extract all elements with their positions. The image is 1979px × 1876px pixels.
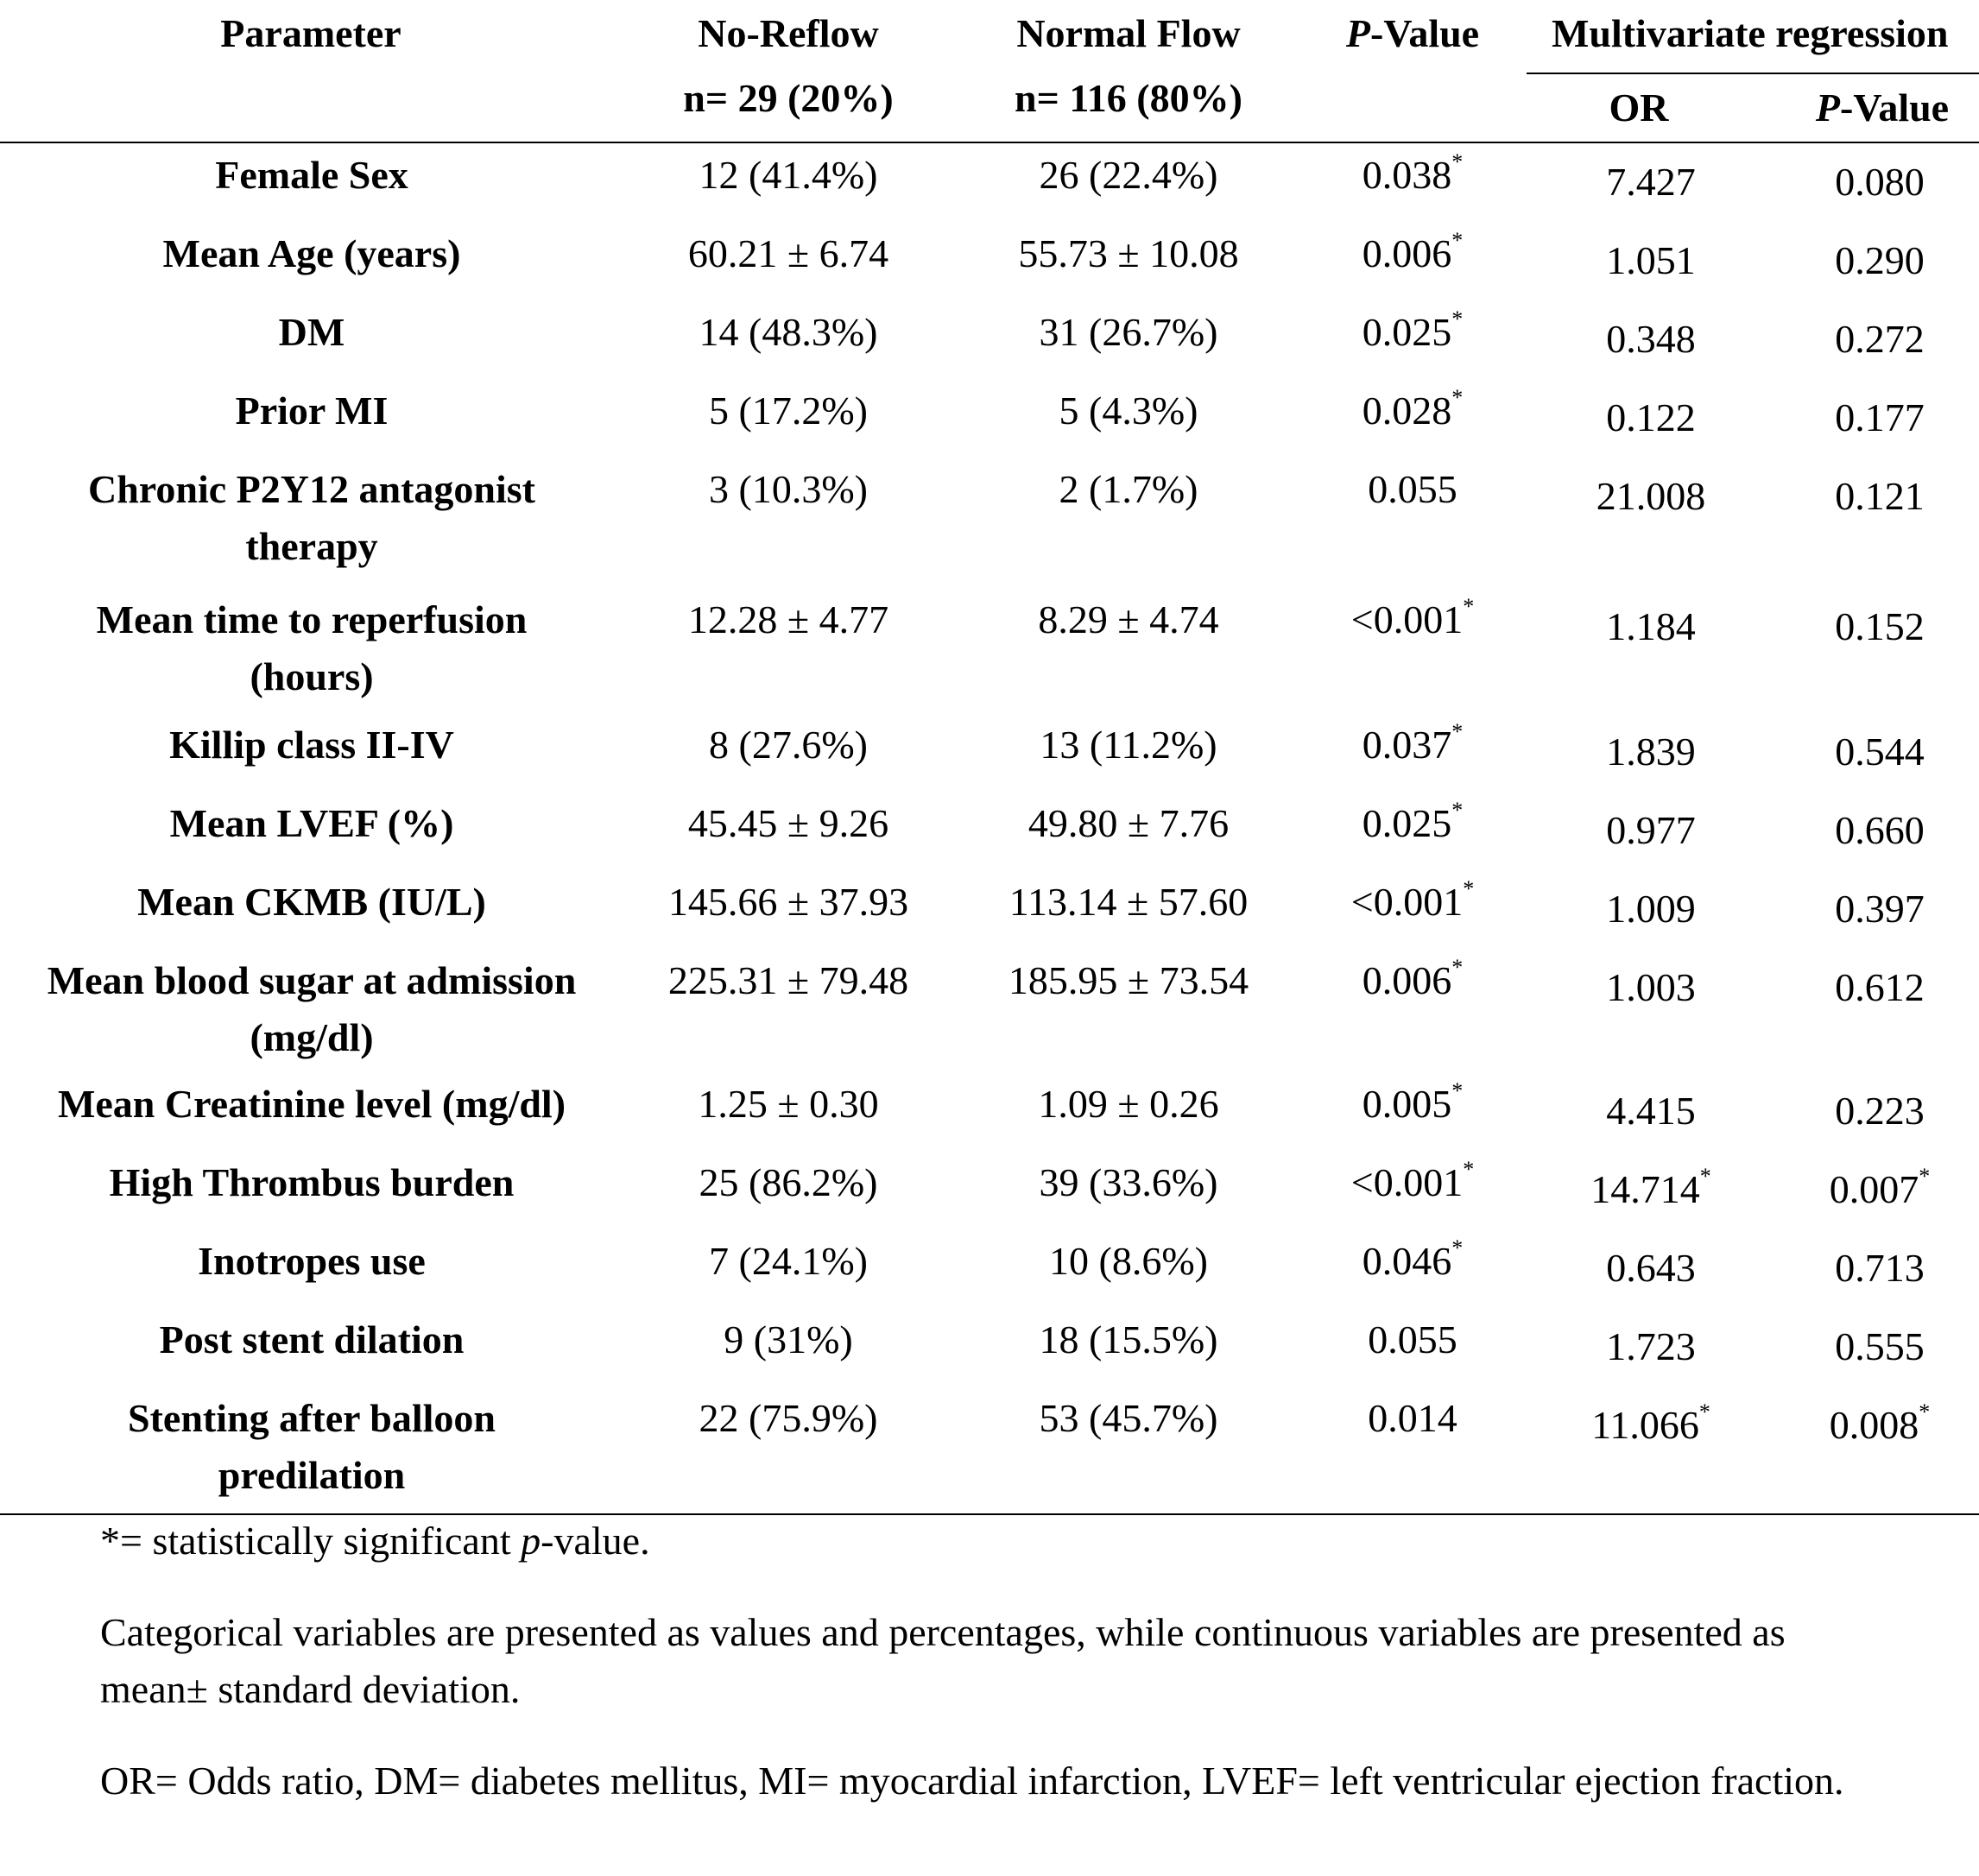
p-value-cell [1304, 949, 1521, 1072]
odds-ratio-cell [1521, 1386, 1780, 1504]
p-value-cell [1304, 300, 1521, 379]
header-no-reflow: No-Reflow [698, 11, 879, 55]
parameter-cell [0, 588, 623, 713]
p-value-cell [1304, 588, 1521, 713]
header-or: OR [1609, 85, 1669, 129]
table-row [0, 713, 1979, 792]
odds-ratio-cell [1521, 1151, 1780, 1229]
parameter-label: Chronic P2Y12 antagonist [88, 467, 535, 511]
parameter-cell [0, 713, 623, 792]
table-row [0, 1308, 1979, 1386]
mv-p-value-value: 0.080 [1835, 160, 1925, 204]
no-reflow-cell [623, 222, 953, 300]
table-row [0, 1229, 1979, 1308]
normal-flow-cell [953, 870, 1304, 949]
parameter-label: Inotropes use [198, 1239, 426, 1283]
odds-ratio-value: 14.714 [1590, 1167, 1700, 1211]
parameter-cell [0, 1308, 623, 1386]
header-no-reflow-n: n= 29 (20%) [683, 76, 894, 120]
significance-marker: * [1451, 1235, 1464, 1260]
normal-flow-cell [953, 1229, 1304, 1308]
significance-marker: * [1451, 149, 1464, 174]
normal-flow-value: 18 (15.5%) [1039, 1317, 1218, 1361]
no-reflow-value: 25 (86.2%) [699, 1160, 878, 1204]
odds-ratio-cell [1521, 1308, 1780, 1386]
odds-ratio-value: 7.427 [1606, 160, 1696, 204]
table-row [0, 1151, 1979, 1229]
mv-p-value-cell [1780, 222, 1979, 300]
normal-flow-value: 8.29 ± 4.74 [1038, 597, 1219, 641]
no-reflow-cell [623, 588, 953, 713]
mv-p-value-cell [1780, 1072, 1979, 1151]
parameter-label: High Thrombus burden [109, 1160, 515, 1204]
parameter-label: Mean Age (years) [162, 231, 461, 275]
table-notes [100, 1513, 1879, 1844]
table-body [0, 143, 1979, 1504]
odds-ratio-cell [1521, 588, 1780, 713]
odds-ratio-value: 1.051 [1606, 238, 1696, 282]
parameter-label: Mean CKMB (IU/L) [137, 880, 486, 924]
p-value-cell [1304, 222, 1521, 300]
p-value-cell [1304, 870, 1521, 949]
significance-marker: * [1463, 876, 1475, 901]
normal-flow-value: 185.95 ± 73.54 [1008, 958, 1249, 1002]
mv-p-value-value: 0.152 [1835, 604, 1925, 648]
parameter-cell [0, 1072, 623, 1151]
mv-p-value-cell [1780, 143, 1979, 222]
odds-ratio-value: 11.066 [1591, 1403, 1699, 1447]
header-mv-p-italic: P [1815, 85, 1840, 129]
mv-p-value-value: 0.008 [1829, 1403, 1919, 1447]
odds-ratio-value: 1.003 [1606, 965, 1696, 1009]
normal-flow-cell [953, 379, 1304, 458]
significance-marker: * [1451, 306, 1464, 332]
normal-flow-value: 10 (8.6%) [1049, 1239, 1208, 1283]
no-reflow-value: 3 (10.3%) [709, 467, 868, 511]
significance-marker: * [1451, 1078, 1464, 1103]
mv-p-value-value: 0.177 [1835, 395, 1925, 439]
p-value-value: <0.001 [1350, 880, 1464, 924]
parameter-label: Killip class II-IV [169, 723, 454, 767]
mv-p-value-cell [1780, 1308, 1979, 1386]
normal-flow-cell [953, 1072, 1304, 1151]
odds-ratio-value: 1.184 [1606, 604, 1696, 648]
normal-flow-value: 55.73 ± 10.08 [1018, 231, 1239, 275]
header-multivariate: Multivariate regression [1552, 11, 1949, 55]
no-reflow-value: 145.66 ± 37.93 [667, 880, 909, 924]
parameter-label: Mean LVEF (%) [169, 801, 454, 845]
mv-p-value-value: 0.121 [1835, 474, 1925, 518]
odds-ratio-cell [1521, 379, 1780, 458]
odds-ratio-value: 0.122 [1606, 395, 1696, 439]
table-row [0, 870, 1979, 949]
p-value-value: <0.001 [1350, 597, 1464, 641]
no-reflow-cell [623, 1308, 953, 1386]
p-value-cell [1304, 713, 1521, 792]
odds-ratio-value: 0.348 [1606, 317, 1696, 361]
no-reflow-value: 5 (17.2%) [709, 388, 868, 433]
parameter-cell [0, 1151, 623, 1229]
table-row [0, 1072, 1979, 1151]
odds-ratio-value: 1.009 [1606, 887, 1696, 931]
parameter-label: Female Sex [215, 153, 408, 197]
header-p-value-italic: P [1345, 11, 1370, 55]
parameter-cell [0, 143, 623, 222]
no-reflow-cell [623, 1229, 953, 1308]
mv-p-value-cell [1780, 713, 1979, 792]
normal-flow-cell [953, 949, 1304, 1072]
no-reflow-value: 12.28 ± 4.77 [687, 597, 889, 641]
odds-ratio-cell [1521, 300, 1780, 379]
mv-p-value-cell [1780, 379, 1979, 458]
p-value-value: 0.025 [1362, 801, 1452, 845]
no-reflow-value: 9 (31%) [724, 1317, 853, 1361]
normal-flow-cell [953, 713, 1304, 792]
significance-marker: * [1698, 1399, 1710, 1424]
odds-ratio-cell [1521, 792, 1780, 870]
odds-ratio-value: 1.839 [1606, 730, 1696, 774]
significance-marker: * [1451, 228, 1464, 253]
significance-marker: * [1699, 1164, 1711, 1189]
header-normal-flow-n: n= 116 (80%) [1015, 76, 1242, 120]
parameter-cell [0, 870, 623, 949]
normal-flow-cell [953, 588, 1304, 713]
header-mv-p-value [1815, 85, 1950, 129]
no-reflow-value: 60.21 ± 6.74 [687, 231, 889, 275]
no-reflow-cell [623, 1386, 953, 1504]
no-reflow-value: 12 (41.4%) [699, 153, 878, 197]
no-reflow-cell [623, 379, 953, 458]
no-reflow-cell [623, 792, 953, 870]
normal-flow-value: 2 (1.7%) [1059, 467, 1198, 511]
no-reflow-value: 14 (48.3%) [699, 310, 878, 354]
table-row [0, 379, 1979, 458]
normal-flow-value: 39 (33.6%) [1039, 1160, 1218, 1204]
no-reflow-cell [623, 1151, 953, 1229]
odds-ratio-value: 4.415 [1606, 1089, 1696, 1133]
odds-ratio-cell [1521, 1072, 1780, 1151]
mv-p-value-value: 0.612 [1835, 965, 1925, 1009]
mv-p-value-value: 0.660 [1835, 808, 1925, 852]
parameter-cell [0, 379, 623, 458]
mv-p-value-value: 0.223 [1835, 1089, 1925, 1133]
p-value-value: 0.055 [1368, 1317, 1457, 1361]
odds-ratio-value: 0.643 [1606, 1246, 1696, 1290]
odds-ratio-cell [1521, 949, 1780, 1072]
no-reflow-value: 7 (24.1%) [709, 1239, 868, 1283]
mv-p-value-cell [1780, 458, 1979, 588]
parameter-label: predilation [218, 1453, 406, 1497]
parameter-label: (hours) [250, 654, 374, 698]
p-value-value: 0.028 [1362, 388, 1452, 433]
parameter-label: Mean Creatinine level (mg/dl) [57, 1082, 566, 1126]
mv-p-value-cell [1780, 300, 1979, 379]
table-row [0, 792, 1979, 870]
odds-ratio-cell [1521, 713, 1780, 792]
no-reflow-value: 1.25 ± 0.30 [698, 1082, 879, 1126]
no-reflow-value: 225.31 ± 79.48 [667, 958, 909, 1002]
odds-ratio-cell [1521, 458, 1780, 588]
p-value-cell [1304, 379, 1521, 458]
p-value-cell [1304, 1072, 1521, 1151]
odds-ratio-value: 1.723 [1606, 1324, 1696, 1368]
parameter-cell [0, 1229, 623, 1308]
normal-flow-cell [953, 1308, 1304, 1386]
mv-p-value-cell [1780, 1151, 1979, 1229]
parameter-label: therapy [245, 524, 378, 568]
parameter-label: Mean time to reperfusion [96, 597, 528, 641]
odds-ratio-cell [1521, 222, 1780, 300]
multivariate-underline [1527, 73, 1979, 74]
significance-marker: * [1463, 594, 1475, 619]
normal-flow-cell [953, 1386, 1304, 1504]
mv-p-value-value: 0.555 [1835, 1324, 1925, 1368]
mv-p-value-value: 0.007 [1829, 1167, 1919, 1211]
mv-p-value-cell [1780, 1229, 1979, 1308]
parameter-cell [0, 1386, 623, 1504]
table-row [0, 300, 1979, 379]
parameter-label: DM [278, 310, 345, 354]
mv-p-value-value: 0.397 [1835, 887, 1925, 931]
significance-marker: * [1463, 1157, 1475, 1182]
p-value-value: 0.037 [1362, 723, 1452, 767]
normal-flow-value: 5 (4.3%) [1059, 388, 1198, 433]
mv-p-value-cell [1780, 792, 1979, 870]
no-reflow-cell [623, 1072, 953, 1151]
p-value-cell [1304, 143, 1521, 222]
p-value-cell [1304, 1308, 1521, 1386]
mv-p-value-cell [1780, 949, 1979, 1072]
no-reflow-cell [623, 143, 953, 222]
odds-ratio-cell [1521, 1229, 1780, 1308]
odds-ratio-cell [1521, 870, 1780, 949]
significance-marker: * [1919, 1164, 1931, 1189]
significance-marker: * [1451, 385, 1464, 410]
p-value-cell [1304, 792, 1521, 870]
p-value-value: 0.005 [1362, 1082, 1452, 1126]
normal-flow-cell [953, 143, 1304, 222]
no-reflow-cell [623, 870, 953, 949]
header-p-value-rest: -Value [1370, 11, 1480, 55]
note-categorical: Categorical variables are presented as values and percentages, while continuous variables are presented as mean± standard deviation. [100, 1610, 1786, 1711]
odds-ratio-cell [1521, 143, 1780, 222]
normal-flow-value: 49.80 ± 7.76 [1027, 801, 1230, 845]
odds-ratio-value: 0.977 [1606, 808, 1696, 852]
no-reflow-value: 8 (27.6%) [709, 723, 868, 767]
header-mv-p-rest: -Value [1840, 85, 1950, 129]
parameter-label: Mean blood sugar at admission [47, 958, 577, 1002]
parameter-cell [0, 792, 623, 870]
significance-marker: * [1451, 719, 1464, 744]
parameter-cell [0, 300, 623, 379]
mv-p-value-value: 0.272 [1835, 317, 1925, 361]
parameter-label: Post stent dilation [159, 1317, 465, 1361]
normal-flow-value: 53 (45.7%) [1039, 1396, 1218, 1440]
p-value-cell [1304, 1386, 1521, 1504]
no-reflow-value: 45.45 ± 9.26 [687, 801, 889, 845]
no-reflow-cell [623, 300, 953, 379]
significance-marker: * [1451, 955, 1464, 980]
normal-flow-value: 13 (11.2%) [1040, 723, 1217, 767]
table-row [0, 222, 1979, 300]
table-row [0, 458, 1979, 588]
normal-flow-value: 31 (26.7%) [1039, 310, 1218, 354]
p-value-value: 0.006 [1362, 958, 1452, 1002]
normal-flow-value: 1.09 ± 0.26 [1038, 1082, 1219, 1126]
normal-flow-cell [953, 792, 1304, 870]
note-significance [100, 1513, 1879, 1570]
p-value-value: 0.038 [1362, 153, 1452, 197]
table-row [0, 143, 1979, 222]
p-value-value: 0.025 [1362, 310, 1452, 354]
header-p-value [1345, 11, 1480, 55]
header-normal-flow: Normal Flow [1016, 11, 1241, 55]
no-reflow-cell [623, 458, 953, 588]
p-value-value: 0.006 [1362, 231, 1452, 275]
normal-flow-cell [953, 458, 1304, 588]
no-reflow-cell [623, 713, 953, 792]
p-value-value: 0.055 [1368, 467, 1457, 511]
note-sig-suffix: -value. [541, 1519, 650, 1563]
parameter-label: Stenting after balloon [128, 1396, 496, 1440]
note-sig-prefix: *= statistically significant [100, 1519, 522, 1563]
parameter-label: Prior MI [235, 388, 389, 433]
p-value-cell [1304, 1229, 1521, 1308]
table-row [0, 949, 1979, 1072]
mv-p-value-value: 0.713 [1835, 1246, 1925, 1290]
significance-marker: * [1451, 798, 1464, 823]
results-table [0, 143, 1979, 1504]
odds-ratio-value: 21.008 [1596, 474, 1706, 518]
note-abbreviations: OR= Odds ratio, DM= diabetes mellitus, MI= myocardial infarction, LVEF= left ventricular ejection fraction. [100, 1759, 1844, 1803]
p-value-cell [1304, 1151, 1521, 1229]
table-row [0, 588, 1979, 713]
normal-flow-cell [953, 300, 1304, 379]
no-reflow-cell [623, 949, 953, 1072]
parameter-cell [0, 458, 623, 588]
p-value-value: 0.046 [1362, 1239, 1452, 1283]
mv-p-value-cell [1780, 1386, 1979, 1504]
mv-p-value-cell [1780, 588, 1979, 713]
normal-flow-value: 26 (22.4%) [1039, 153, 1218, 197]
header-parameter: Parameter [220, 11, 401, 55]
parameter-cell [0, 949, 623, 1072]
note-sig-italic: p [521, 1519, 541, 1563]
parameter-label: (mg/dl) [250, 1015, 374, 1059]
normal-flow-cell [953, 1151, 1304, 1229]
p-value-value: 0.014 [1368, 1396, 1457, 1440]
normal-flow-value: 113.14 ± 57.60 [1008, 880, 1249, 924]
p-value-value: <0.001 [1350, 1160, 1464, 1204]
no-reflow-value: 22 (75.9%) [699, 1396, 878, 1440]
significance-marker: * [1919, 1399, 1931, 1424]
table-row [0, 1386, 1979, 1504]
mv-p-value-value: 0.290 [1835, 238, 1925, 282]
normal-flow-cell [953, 222, 1304, 300]
parameter-cell [0, 222, 623, 300]
mv-p-value-value: 0.544 [1835, 730, 1925, 774]
p-value-cell [1304, 458, 1521, 588]
mv-p-value-cell [1780, 870, 1979, 949]
